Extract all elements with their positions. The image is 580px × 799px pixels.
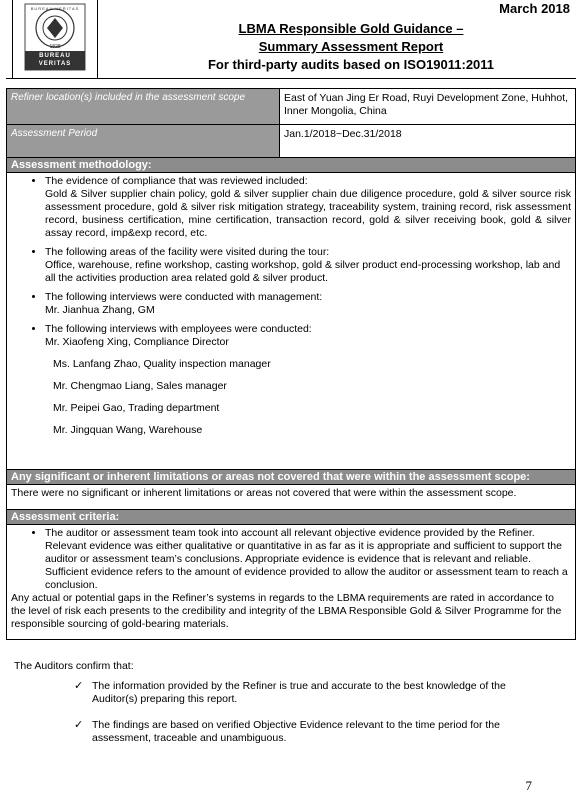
criteria-heading: Assessment criteria: <box>6 509 576 524</box>
period-label: Assessment Period <box>7 125 280 157</box>
title-line-3: For third-party audits based on ISO19011:2011 <box>207 57 495 72</box>
logo-box <box>12 0 98 78</box>
list-item <box>45 175 571 240</box>
employee-4: Mr. Peipei Gao, Trading department <box>53 402 220 414</box>
logo-text-bottom2: VERITAS <box>38 61 72 67</box>
employee-1: Mr. Xiaofeng Xing, Compliance Director <box>45 336 229 348</box>
bullet-employees-intro: • The following interviews with employees were conducted: <box>45 323 312 335</box>
title-line-2: Summary Assessment Report <box>258 39 444 54</box>
logo-text-bottom1: BUREAU <box>39 53 71 59</box>
checkmark-icon: ✓ <box>74 719 84 731</box>
logo-text-top: BUREAU VERITAS <box>30 6 80 11</box>
confirm-intro: The Auditors confirm that: <box>14 660 134 672</box>
list-item: • The auditor or assessment team took into account all relevant objective evidence provided by the Refiner. Relevant evidence was either qualitative or quantitative in as far as it is appropriate and sufficient to support the auditor or assessment team’s conclusions. Appropriate evidence is evidence that is relevant and reliable. Sufficient evidence refers to the amount of evidence provided to allow the auditor or assessment team to reach a conclusion. <box>45 527 571 592</box>
evidence-text: Gold & Silver supplier chain policy, gold & silver supplier chain due diligence procedure, gold & silver source risk assessment procedure, gold & silver risk mitigation strategy, traceability system, training record, risk assessment record, business certification, mine certification, transaction record, gold & silver receiving book, gold & silver assay record, imp&exp record, etc. <box>45 188 571 239</box>
limitations-text: There were no significant or inherent limitations or areas not covered that were within the assessment scope. <box>6 484 576 509</box>
employee-2: Ms. Lanfang Zhao, Quality inspection manager <box>53 358 271 370</box>
bullet-areas-intro: • The following areas of the facility were visited during the tour: <box>45 246 330 258</box>
confirm-item <box>74 680 574 706</box>
title-line-1: LBMA Responsible Gold Guidance – <box>238 21 464 36</box>
confirm-item-text: The findings are based on verified Objective Evidence relevant to the time period for the assessment, traceable and unambiguous. <box>92 719 500 744</box>
methodology-heading: Assessment methodology: <box>6 157 576 172</box>
employee-5: Mr. Jingquan Wang, Warehouse <box>53 424 203 436</box>
auditor-confirmation <box>14 660 574 745</box>
report-title <box>176 20 526 74</box>
bullet-evidence-intro: • The evidence of compliance that was reviewed included: <box>45 175 308 187</box>
report-date: March 2018 <box>499 1 570 16</box>
employee-3: Mr. Chengmao Liang, Sales manager <box>53 380 227 392</box>
assessment-table <box>6 88 576 640</box>
checkmark-icon: ✓ <box>74 680 84 692</box>
bullet-management-intro: • The following interviews were conducted with management: <box>45 291 323 303</box>
period-row <box>6 124 576 157</box>
limitations-heading: Any significant or inherent limitations or areas not covered that were within the assessment scope: <box>6 469 576 484</box>
list-item <box>45 323 571 349</box>
areas-text: Office, warehouse, refine workshop, casting workshop, gold & silver product end-processing workshop, lab and all the activities production area related gold & silver product. <box>45 259 561 284</box>
methodology-list <box>11 175 571 349</box>
confirm-item-text: The information provided by the Refiner is true and accurate to the best knowledge of the Auditor(s) preparing this report. <box>92 680 506 705</box>
criteria-body <box>6 524 576 640</box>
list-item <box>45 291 571 317</box>
page-header <box>6 0 576 79</box>
scope-row <box>6 88 576 124</box>
page-number: 7 <box>525 778 532 793</box>
management-name: Mr. Jianhua Zhang, GM <box>45 304 155 316</box>
criteria-text: Any actual or potential gaps in the Refiner’s systems in regards to the LBMA requirements are rated in accordance to the level of risk each presents to the credibility and integrity of the LBMA Responsible Gold & Silver Programme for the responsible sourcing of gold-bearing materials. <box>11 592 562 630</box>
list-item <box>45 246 571 285</box>
scope-label: Refiner location(s) included in the assessment scope <box>7 89 280 124</box>
logo-year: 1828 <box>49 44 61 50</box>
period-value: Jan.1/2018~Dec.31/2018 <box>284 128 402 140</box>
scope-value: East of Yuan Jing Er Road, Ruyi Development Zone, Huhhot, Inner Mongolia, China <box>284 92 569 117</box>
criteria-list <box>11 527 571 592</box>
confirm-item <box>74 719 574 745</box>
methodology-body <box>6 172 576 469</box>
